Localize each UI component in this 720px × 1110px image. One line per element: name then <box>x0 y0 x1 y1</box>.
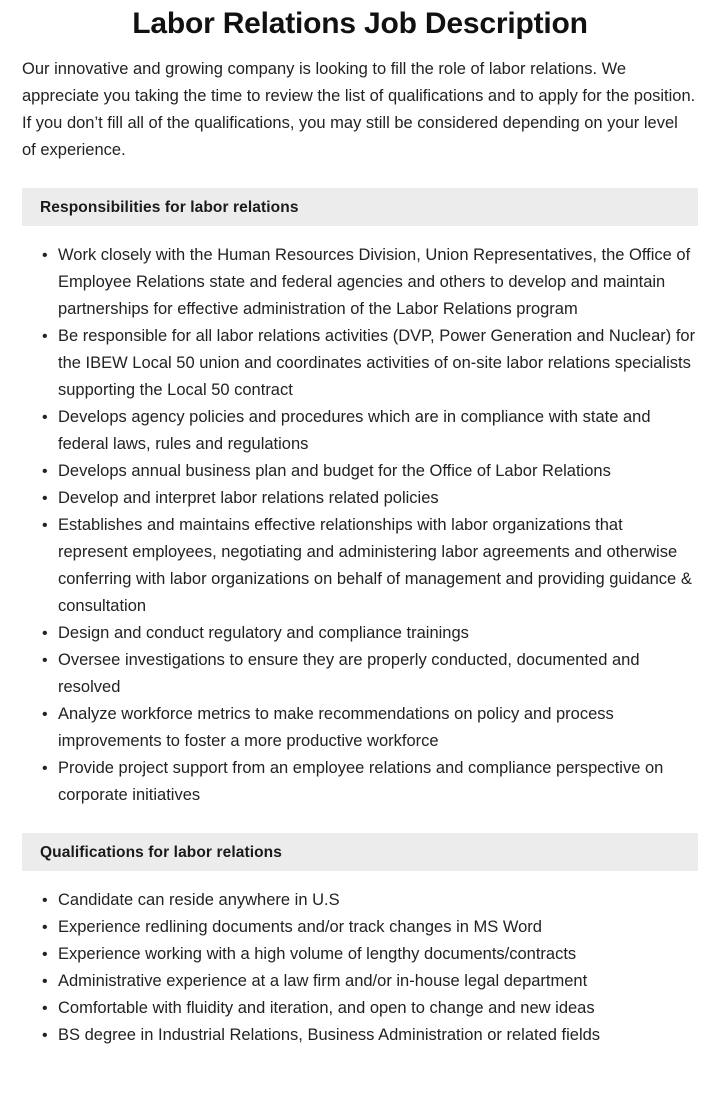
page-bottom-spacer <box>0 1049 720 1067</box>
list-item: • Develops annual business plan and budget for the Office of Labor Relations <box>58 458 696 485</box>
responsibilities-list <box>0 242 720 809</box>
section-heading-label: Responsibilities for labor relations <box>40 198 299 216</box>
section-header-qualifications <box>22 833 698 871</box>
list-item: • Experience working with a high volume of lengthy documents/contracts <box>58 941 696 968</box>
list-item: • Establishes and maintains effective relationships with labor organizations that represent employees, negotiating and administering labor agreements and otherwise conferring with labor organizations on behalf of management and providing guidance & consultation <box>58 512 696 620</box>
section-header-responsibilities <box>22 188 698 226</box>
list-item: • Experience redlining documents and/or track changes in MS Word <box>58 914 696 941</box>
list-item: • Administrative experience at a law firm and/or in-house legal department <box>58 968 696 995</box>
list-item: • BS degree in Industrial Relations, Business Administration or related fields <box>58 1022 696 1049</box>
page-title: Labor Relations Job Description <box>132 7 588 40</box>
list-item: • Oversee investigations to ensure they are properly conducted, documented and resolved <box>58 647 696 701</box>
list-item: • Work closely with the Human Resources Division, Union Representatives, the Office of Employee Relations state and federal agencies and others to develop and maintain partnerships for effective administration of the Labor Relations program <box>58 242 696 323</box>
qualifications-list <box>0 887 720 1049</box>
list-item: • Develops agency policies and procedures which are in compliance with state and federal laws, rules and regulations <box>58 404 696 458</box>
list-item: • Comfortable with fluidity and iteration, and open to change and new ideas <box>58 995 696 1022</box>
list-item: • Design and conduct regulatory and compliance trainings <box>58 620 696 647</box>
section-heading-label: Qualifications for labor relations <box>40 843 282 861</box>
list-item: • Be responsible for all labor relations activities (DVP, Power Generation and Nuclear) for the IBEW Local 50 union and coordinates activities of on-site labor relations specialists supporting the Local 50 contract <box>58 323 696 404</box>
list-item: • Provide project support from an employee relations and compliance perspective on corporate initiatives <box>58 755 696 809</box>
list-item: • Candidate can reside anywhere in U.S <box>58 887 696 914</box>
list-item: • Develop and interpret labor relations related policies <box>58 485 696 512</box>
intro-paragraph: Our innovative and growing company is looking to fill the role of labor relations. We appreciate you taking the time to review the list of qualifications and to apply for the position. If you don’t fill all of the qualifications, you may still be considered depending on your level of experience. <box>22 60 696 159</box>
list-item: • Analyze workforce metrics to make recommendations on policy and process improvements to foster a more productive workforce <box>58 701 696 755</box>
